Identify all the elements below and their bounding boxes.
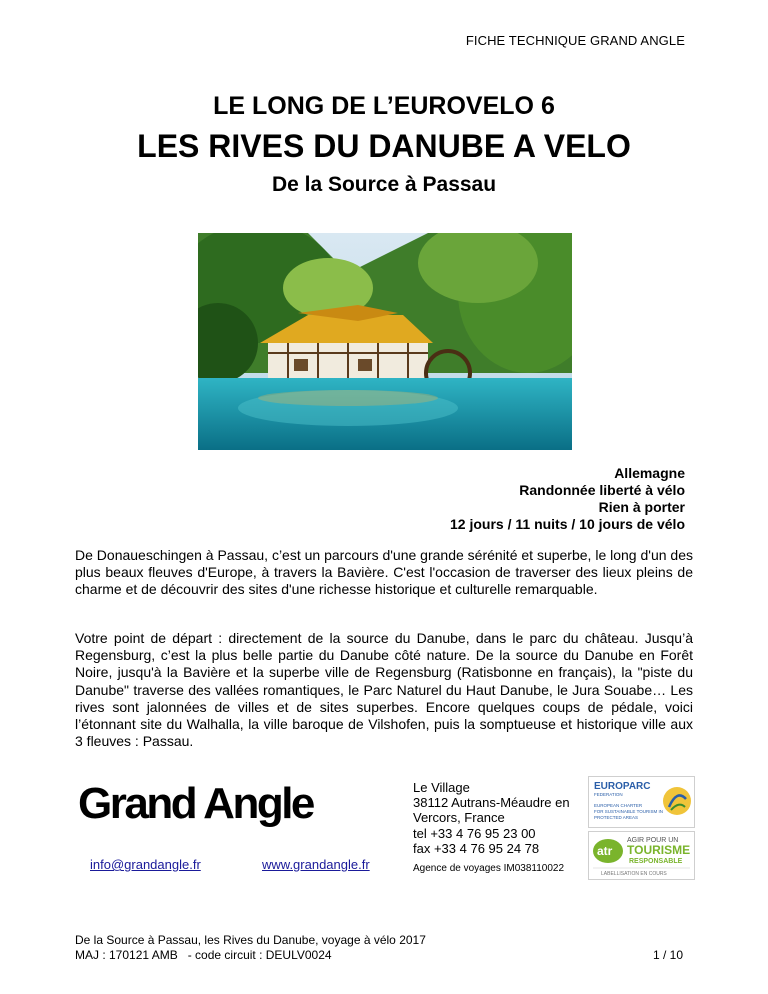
address-line: Le Village [413, 780, 470, 795]
atr-line: RESPONSABLE [629, 858, 683, 865]
page-number: 1 / 10 [652, 948, 683, 962]
atr-mark: atr [597, 844, 613, 858]
route-paragraph: Votre point de départ : directement de la source du Danube, dans le parc du château. Jusqu’à Regensburg, c’est la plus belle partie du Danube côté nature. De la source du Danube en Forêt Noire, jusqu'à la Bavière et la superbe ville de Regensburg (Ratisbonne en français), la "piste du Danube" traverse des vallées romantiques, le Parc Naturel du Haut Danube, le Jura Souabe… Les rives sont jalonnées de villes et de sites superbes. Encore quelques coups de pédale, voici l’étonnant site du Walhalla, la ville baroque de Vilshofen, puis la somptueuse et historique ville aux 3 fleuves : Passau. [75, 630, 693, 750]
atr-badge [588, 831, 695, 880]
agency-text: Agence de voyages IM038110022 [413, 863, 565, 874]
fax-text: fax +33 4 76 95 24 78 [413, 841, 540, 856]
danube-mill-photo [198, 233, 572, 450]
summary-luggage: Rien à porter [598, 499, 685, 515]
europarc-badge [588, 776, 695, 828]
europarc-line: EUROPEAN CHARTER [594, 803, 643, 808]
trip-summary [450, 465, 685, 533]
grand-angle-logo [78, 776, 378, 831]
europarc-line: PROTECTED AREAS [594, 815, 639, 820]
europarc-sub: FEDERATION [594, 792, 623, 797]
footer-left [75, 933, 426, 963]
website-link[interactable]: www.grandangle.fr [262, 857, 370, 872]
address-line: 38112 Autrans-Méaudre en [413, 795, 570, 810]
atr-line: TOURISME [627, 843, 691, 857]
summary-country: Allemagne [614, 465, 685, 481]
summary-type: Randonnée liberté à vélo [519, 482, 685, 498]
header-label: FICHE TECHNIQUE GRAND ANGLE [465, 33, 685, 48]
footer-line-2: MAJ : 170121 AMB - code circuit : DEULV0024 [75, 948, 332, 962]
logo-text: Grand Angle [78, 778, 313, 828]
summary-duration: 12 jours / 11 nuits / 10 jours de vélo [450, 516, 685, 532]
email-link[interactable]: info@grandangle.fr [90, 857, 201, 872]
intro-paragraph: De Donaueschingen à Passau, c’est un parcours d'une grande sérénité et superbe, le long d'un des plus beaux fleuves d'Europe, à travers la Bavière. C'est l'occasion de traverser des lieux pleins de charme et de découvrir des sites d'une richesse historique et culturelle remarquable. [75, 547, 693, 598]
company-phone [413, 826, 539, 856]
company-address [413, 780, 570, 825]
europarc-title: EUROPARC [594, 781, 651, 792]
footer-line-1: De la Source à Passau, les Rives du Danube, voyage à vélo 2017 [75, 933, 426, 947]
address-line: Vercors, France [413, 810, 505, 825]
title-line-1: LE LONG DE L’EUROVELO 6 [213, 92, 555, 120]
tel-text: tel +33 4 76 95 23 00 [413, 826, 536, 841]
europarc-line: FOR SUSTAINABLE TOURISM IN [594, 809, 664, 814]
title-line-2: LES RIVES DU DANUBE A VELO [137, 128, 631, 164]
atr-line: LABELLISATION EN COURS [601, 871, 667, 877]
title-line-3: De la Source à Passau [271, 173, 497, 196]
atr-line: AGIR POUR UN [627, 837, 679, 844]
